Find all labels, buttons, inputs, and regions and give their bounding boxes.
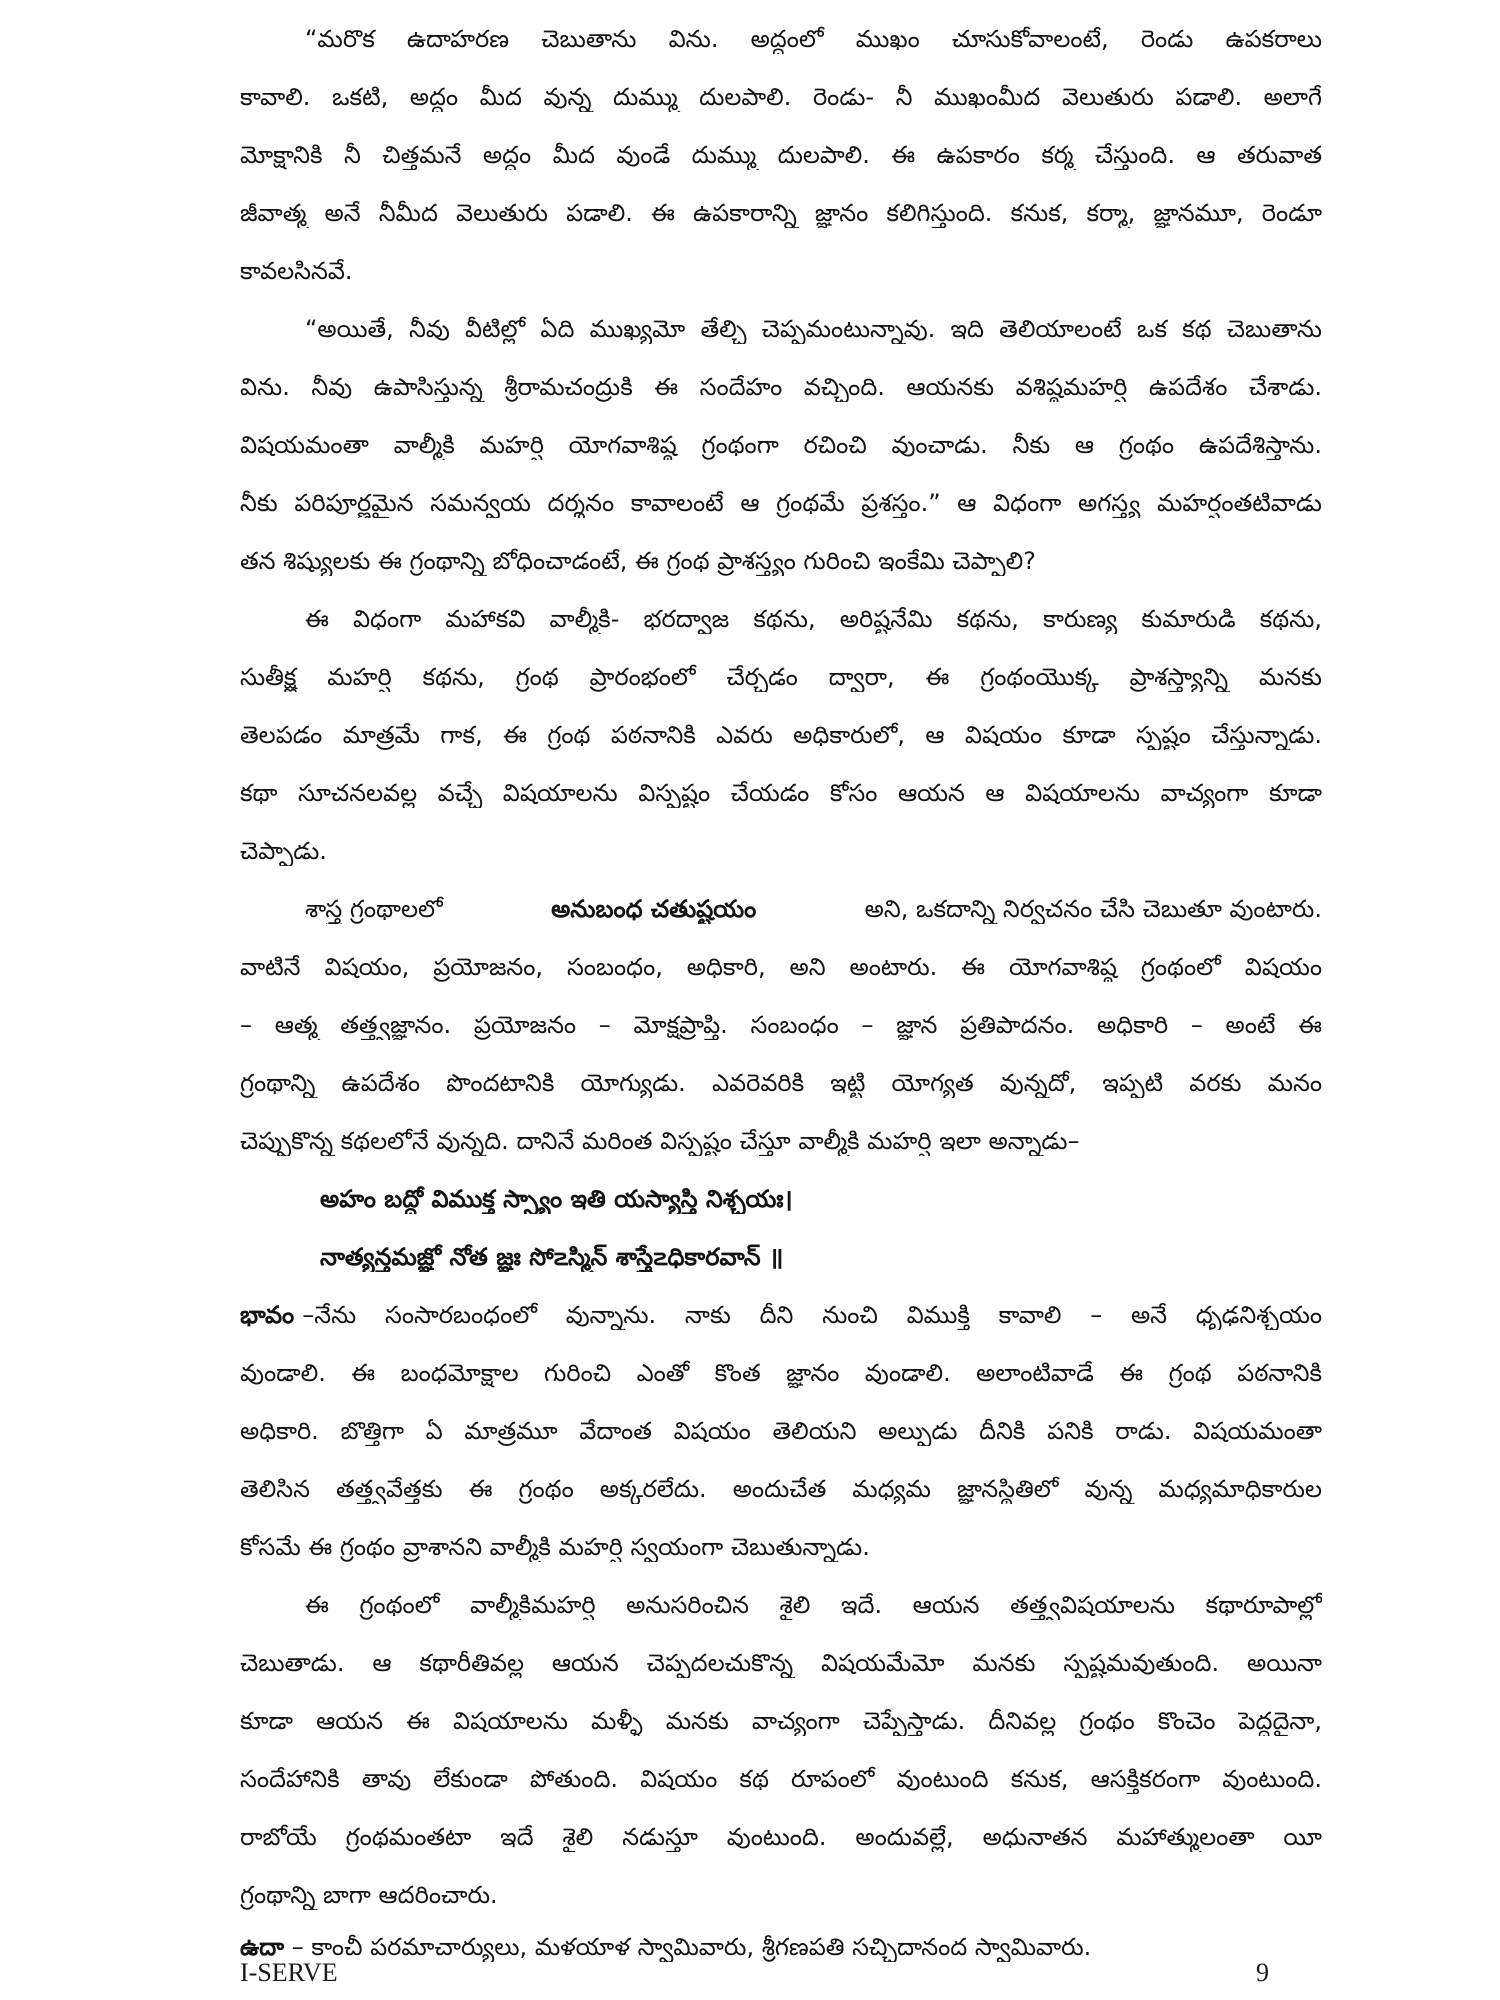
para6-line2: చెబుతాడు. ఆ కథారీతివల్ల ఆయన చెప్పదలచుకొన్న విషయమేమో మనకు స్పష్టమవుతుంది. అయినా <box>240 1649 1322 1677</box>
bhavam-line2: వుండాలి. ఈ బంధమోక్షాల గురించి ఎంతో కొంత జ్ఞానం వుండాలి. అలాంటివాడే ఈ గ్రంథ పఠనానికి <box>240 1359 1322 1387</box>
para3-line3: తెలపడం మాత్రమే గాక, ఈ గ్రంథ పఠనానికి ఎవరు అధికారులో, ఆ విషయం కూడా స్పష్టం చేస్తున్నాడు. <box>240 721 1322 749</box>
bold-term: అనుబంధ చతుష్టయం <box>551 895 757 923</box>
verse-line2: నాత్యన్తమజ్ఞో నోత జ్ఞః సో౽స్మిన్ శాస్త్రే౽ధికారవాన్ ॥ <box>320 1243 784 1271</box>
para6-line6: గ్రంథాన్ని బాగా ఆదరించారు. <box>240 1881 498 1909</box>
bhavam-line3: అధికారి. బొత్తిగా ఏ మాత్రమూ వేదాంత విషయం తెలియని అల్పుడు దీనికి పనికి రాడు. విషయమంతా <box>240 1417 1322 1445</box>
footer-publisher: I-SERVE <box>240 1958 338 1987</box>
para1-line1: “మరొక ఉదాహరణ చెబుతాను విను. అద్దంలో ముఖం చూసుకోవాలంటే, రెండు ఉపకరాలు <box>305 25 1322 53</box>
bhavam-line1-text: –నేను సంసారబంధంలో వున్నాను. నాకు దీని నుంచి విముక్తి కావాలి – అనే ధృఢనిశ్చయం <box>302 1301 1322 1329</box>
para6-line3: కూడా ఆయన ఈ విషయాలను మళ్ళీ మనకు వాచ్యంగా చెప్పేస్తాడు. దీనివల్ల గ్రంథం కొంచెం పెద్దదైనా, <box>240 1707 1322 1735</box>
para1-line2: కావాలి. ఒకటి, అద్దం మీద వున్న దుమ్ము దులపాలి. రెండు- నీ ముఖంమీద వెలుతురు పడాలి. అలాగే <box>240 83 1322 111</box>
para4-line5: చెప్పుకొన్న కథలలోనే వున్నది. దానినే మరింత విస్పష్టం చేస్తూ వాల్మీకి మహర్షి ఇలా అన్నాడు– <box>240 1127 1080 1155</box>
para2-line4: నీకు పరిపూర్ణమైన సమన్వయ దర్శనం కావాలంటే ఆ గ్రంథమే ప్రశస్తం.” ఆ విధంగా అగస్త్య మహర్షంతటివాడు <box>240 489 1322 517</box>
bhavam-line1 <box>240 1300 1322 1330</box>
para2-line3: విషయమంతా వాల్మీకి మహర్షి యోగవాశిష్ఠ గ్రంథంగా రచించి వుంచాడు. నీకు ఆ గ్రంథం ఉపదేశిస్తాను. <box>240 431 1322 459</box>
para6-line5: రాబోయే గ్రంథమంతటా ఇదే శైలి నడుస్తూ వుంటుంది. అందువల్లే, అధునాతన మహాత్ములంతా యీ <box>240 1823 1322 1851</box>
uda-text: – కాంచీ పరమాచార్యులు, మళయాళ స్వామివారు, శ్రీగణపతి సచ్చిదానంద స్వామివారు. <box>284 1933 1092 1961</box>
para4-line1-end: అని, ఒకదాన్ని నిర్వచనం చేసి చెబుతూ వుంటారు. <box>864 895 1322 923</box>
para4-line3: – ఆత్మ తత్త్వజ్ఞానం. ప్రయోజనం – మోక్షప్రాప్తి. సంబంధం – జ్ఞాన ప్రతిపాదనం. అధికారి – అంటే ఈ <box>240 1011 1322 1039</box>
para4-line1 <box>305 894 1322 924</box>
para6-line1: ఈ గ్రంథంలో వాల్మీకిమహర్షి అనుసరించిన శైలి ఇదే. ఆయన తత్త్వవిషయాలను కథారూపాల్లో <box>305 1591 1322 1619</box>
para3-line4: కథా సూచనలవల్ల వచ్చే విషయాలను విస్పష్టం చేయడం కోసం ఆయన ఆ విషయాలను వాచ్యంగా కూడా <box>240 779 1322 807</box>
para4-line4: గ్రంథాన్ని ఉపదేశం పొందటానికి యోగ్యుడు. ఎవరెవరికి ఇట్టి యోగ్యత వున్నదో, ఇప్పటి వరకు మనం <box>240 1069 1322 1097</box>
page-number: 9 <box>1256 1958 1269 1987</box>
bhavam-line5: కోసమే ఈ గ్రంథం వ్రాశానని వాల్మీకి మహర్షి స్వయంగా చెబుతున్నాడు. <box>240 1533 870 1561</box>
para2-line5: తన శిష్యులకు ఈ గ్రంథాన్ని బోధించాడంటే, ఈ గ్రంథ ప్రాశస్త్యం గురించి ఇంకేమి చెప్పాలి? <box>240 547 1036 575</box>
para2-line1: “అయితే, నీవు వీటిల్లో ఏది ముఖ్యమో తేల్చి చెప్పమంటున్నావు. ఇది తెలియాలంటే ఒక కథ చెబుతాను <box>305 315 1322 343</box>
bhavam-line4: తెలిసిన తత్త్వవేత్తకు ఈ గ్రంథం అక్కరలేదు. అందుచేత మధ్యమ జ్ఞానస్థితిలో వున్న మధ్యమాధికారుల <box>240 1475 1322 1503</box>
para4-line1-start: శాస్త్ర గ్రంథాలలో <box>305 895 443 923</box>
para1-line3: మోక్షానికి నీ చిత్తమనే అద్దం మీద వుండే దుమ్ము దులపాలి. ఈ ఉపకారం కర్మ చేస్తుంది. ఆ తరువాత <box>240 141 1322 169</box>
para4-line2: వాటినే విషయం, ప్రయోజనం, సంబంధం, అధికారి, అని అంటారు. ఈ యోగవాశిష్ఠ గ్రంథంలో విషయం <box>240 953 1322 981</box>
verse-line1: అహం బద్ధో విముక్త స్స్యాం ఇతి యస్యాస్తి నిశ్చయః। <box>320 1185 793 1213</box>
bhavam-label: భావం <box>240 1301 295 1329</box>
para1-line4: జీవాత్మ అనే నీమీద వెలుతురు పడాలి. ఈ ఉపకారాన్ని జ్ఞానం కలిగిస్తుంది. కనుక, కర్మా, జ్ఞానమూ, రెండూ <box>240 199 1322 227</box>
para1-line5: కావలసినవే. <box>240 257 353 285</box>
para2-line2: విను. నీవు ఉపాసిస్తున్న శ్రీరామచంద్రుకి ఈ సందేహం వచ్చింది. ఆయనకు వశిష్ఠమహర్షి ఉపదేశం చేశాడు. <box>240 373 1322 401</box>
para3-line2: సుతీక్ష్ణ మహర్షి కథను, గ్రంథ ప్రారంభంలో చేర్చడం ద్వారా, ఈ గ్రంథంయొక్క ప్రాశస్త్యాన్ని మనకు <box>240 663 1322 691</box>
uda-line <box>240 1932 1322 1962</box>
para3-line1: ఈ విధంగా మహాకవి వాల్మీకి- భరద్వాజ కథను, అరిష్టనేమి కథను, కారుణ్య కుమారుడి కథను, <box>305 605 1322 633</box>
para3-line5: చెప్పాడు. <box>240 837 327 865</box>
uda-label: ఉదా <box>240 1933 285 1961</box>
para6-line4: సందేహానికి తావు లేకుండా పోతుంది. విషయం కథ రూపంలో వుంటుంది కనుక, ఆసక్తికరంగా వుంటుంది. <box>240 1765 1322 1793</box>
